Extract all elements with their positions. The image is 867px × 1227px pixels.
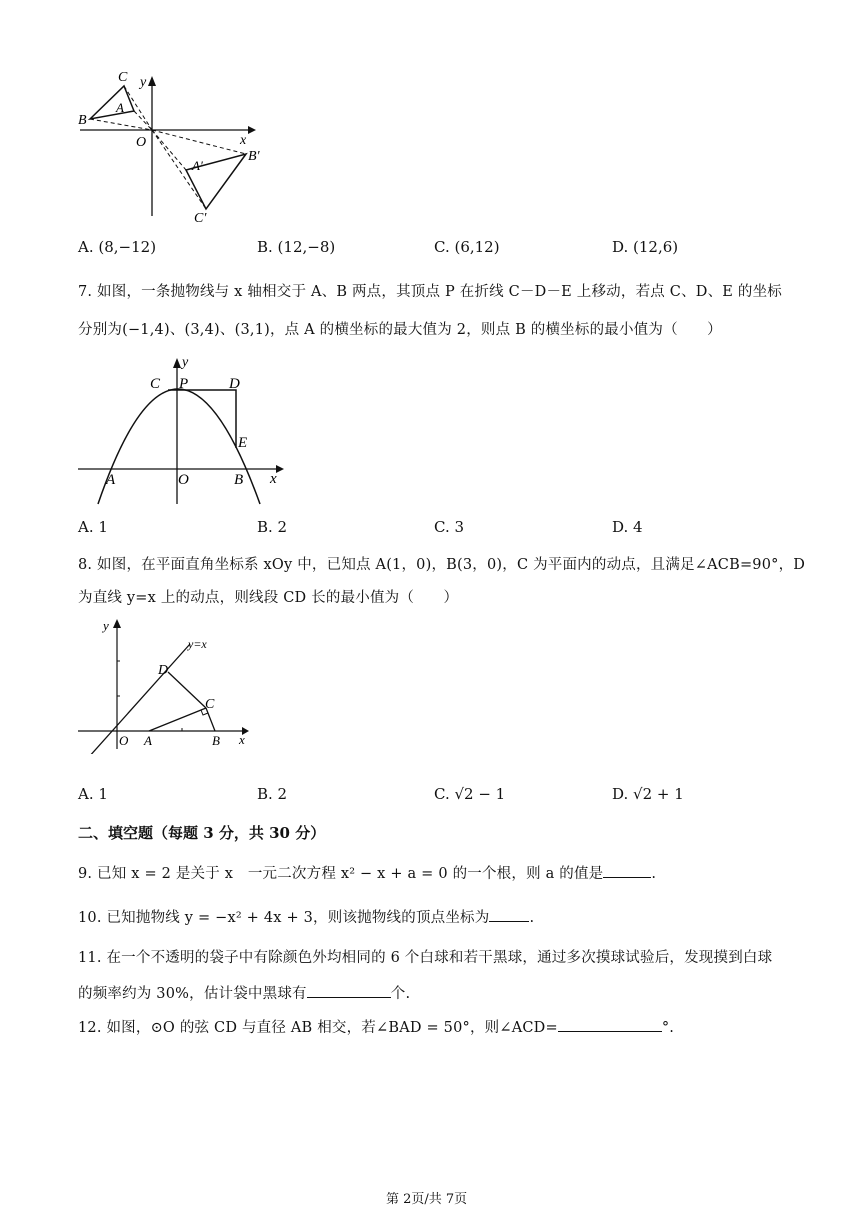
q12 bbox=[78, 1016, 674, 1037]
q8-line-2: 为直线 y=x 上的动点，则线段 CD 长的最小值为（ ） bbox=[78, 590, 459, 606]
q8-label-d: D bbox=[158, 663, 169, 678]
q7-option-d: D. 4 bbox=[612, 518, 643, 536]
q8-label-x: x bbox=[239, 732, 245, 747]
q8-line-y-equals-x bbox=[88, 644, 190, 754]
q7-label-d: D bbox=[229, 376, 240, 392]
q8-option-c: C. √2 − 1 bbox=[434, 785, 506, 803]
q10-answer-blank[interactable] bbox=[489, 907, 529, 922]
q7-option-a: A. 1 bbox=[78, 518, 108, 536]
q7-label-a: A bbox=[106, 472, 116, 488]
q6-label-x: x bbox=[240, 133, 247, 148]
q9-answer-blank[interactable] bbox=[603, 863, 651, 878]
q11-line-2 bbox=[78, 982, 410, 1003]
q10 bbox=[78, 906, 534, 927]
q6-label-c: C bbox=[118, 70, 128, 85]
q8-option-d: D. √2 + 1 bbox=[612, 785, 684, 803]
q6-option-a: A. (8,−12) bbox=[78, 238, 157, 256]
page-footer: 第 2页/共 7页 bbox=[386, 1192, 468, 1207]
q7-x-arrow bbox=[276, 465, 284, 473]
q8-option-a: A. 1 bbox=[78, 785, 108, 803]
q11-line2-post: 个. bbox=[390, 986, 411, 1002]
q7-label-x: x bbox=[270, 471, 277, 487]
q8-label-b: B bbox=[212, 733, 220, 748]
q9 bbox=[78, 862, 656, 883]
q8-label-o: O bbox=[119, 733, 129, 748]
q10-text: 10. 已知抛物线 y = −x² + 4x + 3，则该抛物线的顶点坐标为 bbox=[78, 910, 490, 926]
q6-option-d: D. (12,6) bbox=[612, 238, 679, 256]
q7-figure bbox=[76, 352, 286, 512]
q11-answer-blank[interactable] bbox=[307, 983, 391, 998]
q8-label-c: C bbox=[205, 697, 215, 712]
q7-option-b: B. 2 bbox=[257, 518, 288, 536]
q7-line-2: 分别为(−1,4)、(3,4)、(3,1)，点 A 的横坐标的最大值为 2，则点 B 的横坐标的最小值为（ ） bbox=[78, 322, 722, 338]
q12-tail: °. bbox=[661, 1020, 675, 1036]
section-heading: 二、填空题（每题 3 分，共 30 分） bbox=[78, 824, 326, 842]
q6-x-arrow bbox=[248, 126, 256, 134]
q8-figure bbox=[76, 614, 256, 754]
q6-figure bbox=[76, 66, 276, 226]
q10-tail: . bbox=[529, 910, 535, 926]
q8-option-b: B. 2 bbox=[257, 785, 288, 803]
q8-line-1: 8. 如图，在平面直角坐标系 xOy 中，已知点 A(1，0)，B(3，0)，C 为平面内的动点，且满足∠ACB=90°，D bbox=[78, 557, 806, 573]
q6-option-c: C. (6,12) bbox=[434, 238, 500, 256]
q9-tail: . bbox=[651, 866, 657, 882]
q8-label-y: y bbox=[103, 618, 109, 633]
q7-label-p: P bbox=[179, 376, 189, 392]
q7-label-e: E bbox=[238, 435, 248, 451]
q7-label-b: B bbox=[234, 472, 244, 488]
q7-y-arrow bbox=[173, 358, 181, 368]
q6-y-arrow bbox=[148, 76, 156, 86]
q6-label-b-prime: B′ bbox=[248, 149, 260, 164]
q7-label-o: O bbox=[178, 472, 189, 488]
q8-segment-dc bbox=[168, 672, 206, 708]
q11-line2-pre: 的频率约为 30%，估计袋中黑球有 bbox=[78, 986, 307, 1002]
q6-triangle-abc bbox=[90, 86, 134, 119]
q12-text: 12. 如图，⊙O 的弦 CD 与直径 AB 相交，若∠BAD = 50°，则∠ACD= bbox=[78, 1020, 558, 1036]
q7-label-c: C bbox=[150, 376, 161, 392]
q9-text: 9. 已知 x = 2 是关于 x 一元二次方程 x² − x + a = 0 的一个根，则 a 的值是 bbox=[78, 866, 604, 882]
q6-label-a: A bbox=[116, 100, 124, 115]
q6-label-c-prime: C′ bbox=[194, 211, 207, 226]
q7-option-c: C. 3 bbox=[434, 518, 465, 536]
q11-line-1: 11. 在一个不透明的袋子中有除颜色外均相同的 6 个白球和若干黑球，通过多次摸球试验后，发现摸到白球 bbox=[78, 950, 773, 966]
q12-answer-blank[interactable] bbox=[558, 1017, 662, 1032]
q6-label-o: O bbox=[136, 135, 147, 150]
q6-option-b: B. (12,−8) bbox=[257, 238, 336, 256]
q7-line-1: 7. 如图，一条抛物线与 x 轴相交于 A、B 两点，其顶点 P 在折线 C－D－E 上移动，若点 C、D、E 的坐标 bbox=[78, 284, 783, 300]
q6-label-a-prime: A′ bbox=[192, 158, 203, 173]
q8-label-a: A bbox=[144, 733, 152, 748]
q6-label-b: B bbox=[78, 113, 87, 128]
q8-y-arrow bbox=[113, 619, 121, 628]
q7-label-y: y bbox=[182, 355, 189, 370]
q6-label-y: y bbox=[140, 75, 147, 90]
q8-segment-ac bbox=[149, 708, 206, 731]
q8-label-line: y=x bbox=[188, 637, 207, 651]
